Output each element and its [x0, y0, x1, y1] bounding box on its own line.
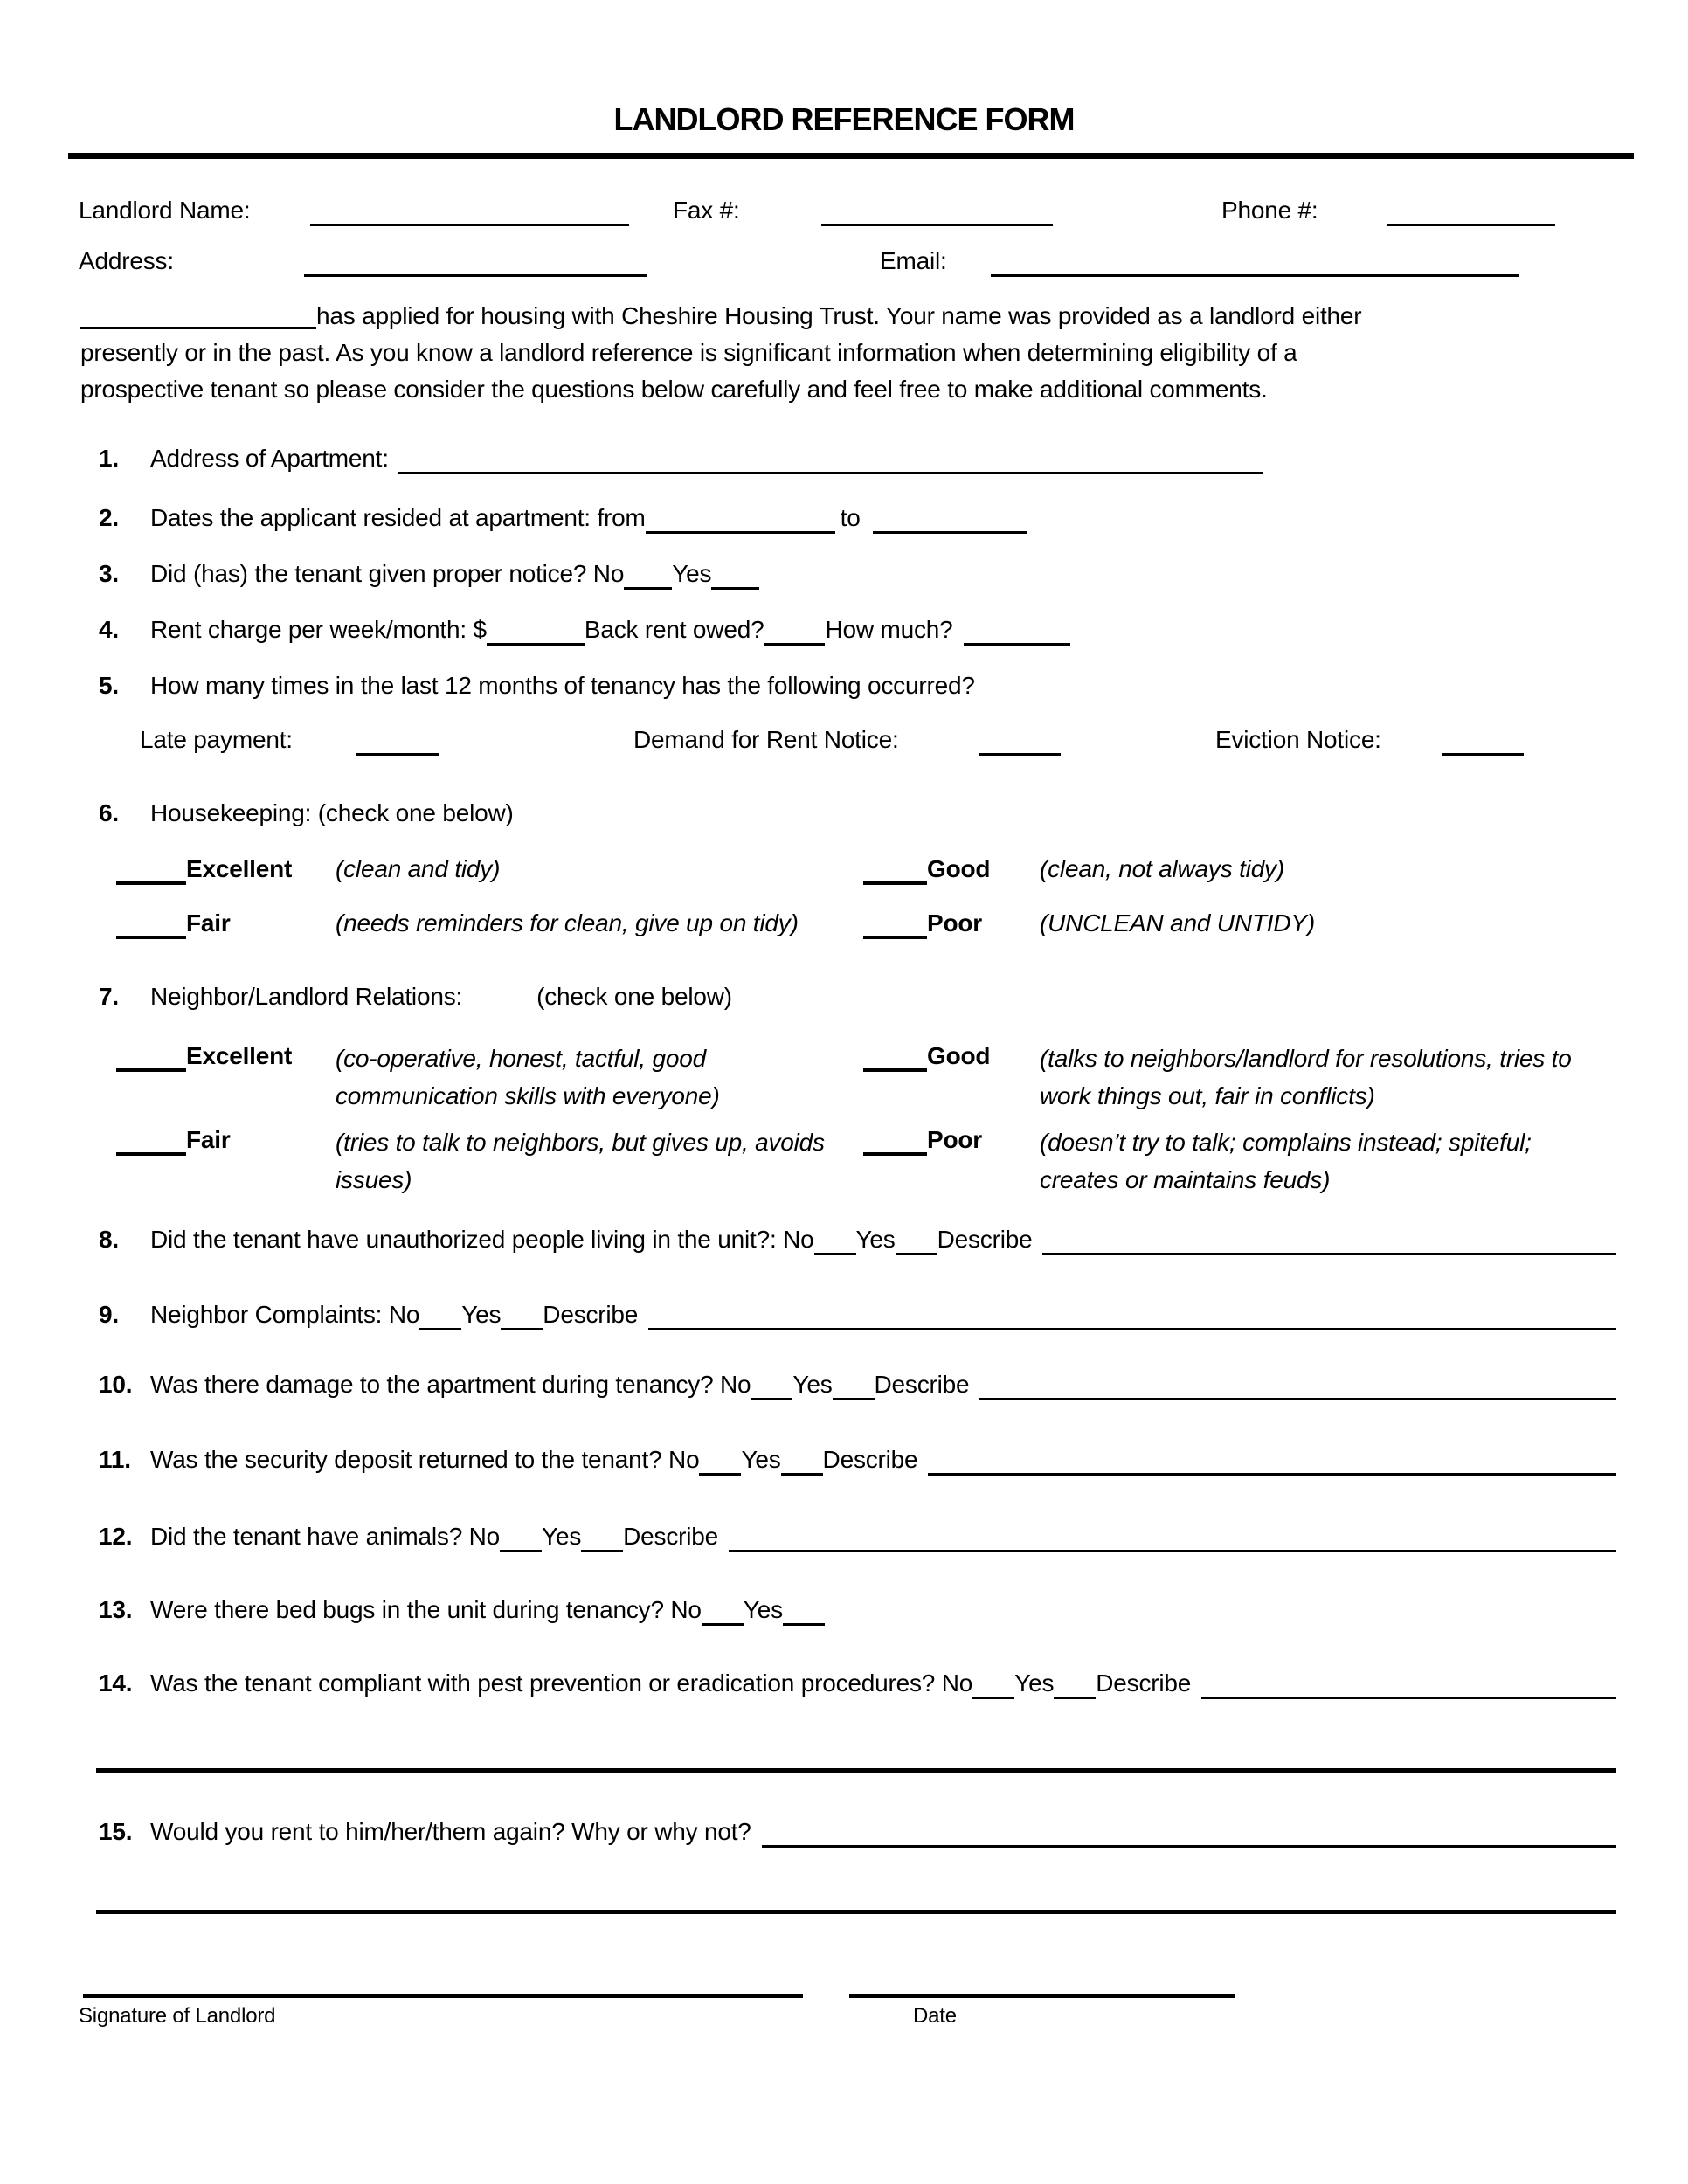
question-7-check-note: (check one below)	[536, 983, 732, 1010]
q9-yes-field[interactable]	[501, 1328, 543, 1330]
q3-no-field[interactable]	[624, 587, 672, 590]
question-3	[99, 557, 759, 592]
q7-fair-checkbox-field[interactable]	[116, 1123, 186, 1156]
q8-yes-field[interactable]	[896, 1253, 937, 1255]
q7-poor-label: Poor	[927, 1126, 982, 1153]
q6-good-desc: (clean, not always tidy)	[1040, 855, 1284, 882]
demand-rent-notice-label: Demand for Rent Notice:	[633, 726, 899, 753]
question-10-number: 10.	[99, 1371, 133, 1398]
question-8	[99, 1223, 1616, 1258]
q6-excellent-label: Excellent	[186, 855, 293, 882]
q14-continuation-line-field[interactable]	[96, 1768, 1616, 1773]
q2-from-field[interactable]	[646, 531, 835, 534]
intro-line-3: prospective tenant so please consider the questions below carefully and feel free to make additional comments.	[80, 376, 1268, 403]
demand-rent-notice-field[interactable]	[979, 723, 1061, 756]
q7-poor-desc: (doesn’t try to talk; complains instead; spiteful; creates or maintains feuds)	[1040, 1129, 1532, 1193]
q6-good-label: Good	[927, 855, 991, 882]
q6-excellent-checkbox-field[interactable]	[116, 853, 186, 885]
question-9	[99, 1298, 1616, 1333]
question-9-number: 9.	[99, 1301, 119, 1328]
date-field[interactable]	[849, 1994, 1235, 1998]
q6-fair-checkbox-field[interactable]	[116, 907, 186, 939]
question-1-text: Address of Apartment:	[150, 445, 389, 472]
q7-good-label: Good	[927, 1042, 991, 1069]
question-3-number: 3.	[99, 560, 119, 587]
eviction-notice-label: Eviction Notice:	[1215, 726, 1381, 753]
question-9-yes: Yes	[461, 1301, 502, 1328]
q10-no-field[interactable]	[751, 1398, 792, 1400]
question-4	[99, 613, 1070, 648]
question-14-text: Was the tenant compliant with pest prevention or eradication procedures? No	[150, 1669, 973, 1697]
q6-poor-checkbox-field[interactable]	[863, 907, 927, 939]
question-8-yes: Yes	[855, 1226, 896, 1253]
landlord-name-label: Landlord Name:	[79, 197, 251, 224]
question-9-describe: Describe	[543, 1301, 639, 1328]
phone-field[interactable]	[1387, 194, 1555, 226]
question-12-text: Did the tenant have animals? No	[150, 1523, 501, 1550]
q1-answer-field[interactable]	[398, 472, 1263, 474]
question-4-much: How much?	[825, 616, 953, 643]
q12-yes-field[interactable]	[581, 1550, 623, 1552]
q7-good-desc: (talks to neighbors/landlord for resolutions, tries to work things out, fair in conflicts)	[1040, 1045, 1572, 1109]
q4-rent-field[interactable]	[487, 643, 585, 646]
q13-no-field[interactable]	[702, 1623, 744, 1626]
question-11-number: 11.	[99, 1446, 131, 1473]
question-11-yes: Yes	[741, 1446, 781, 1473]
question-9-text: Neighbor Complaints: No	[150, 1301, 420, 1328]
q11-describe-field[interactable]	[928, 1473, 1616, 1476]
question-2-to: to	[840, 504, 861, 531]
email-label: Email:	[880, 247, 947, 274]
question-6-text: Housekeeping: (check one below)	[150, 799, 514, 826]
q6-good-checkbox-field[interactable]	[863, 853, 927, 885]
question-13-number: 13.	[99, 1596, 133, 1623]
question-8-text: Did the tenant have unauthorized people living in the unit?: No	[150, 1226, 814, 1253]
q8-no-field[interactable]	[814, 1253, 856, 1255]
question-7-text: Neighbor/Landlord Relations:	[150, 983, 463, 1010]
date-label: Date	[913, 2004, 957, 2028]
question-14-number: 14.	[99, 1669, 133, 1697]
late-payment-label: Late payment:	[140, 726, 293, 753]
question-12-describe: Describe	[623, 1523, 719, 1550]
question-4-owed: Back rent owed?	[584, 616, 764, 643]
question-10-text: Was there damage to the apartment during tenancy? No	[150, 1371, 751, 1398]
question-2-text: Dates the applicant resided at apartment: from	[150, 504, 646, 531]
q6-poor-desc: (UNCLEAN and UNTIDY)	[1040, 909, 1315, 936]
question-14	[99, 1667, 1616, 1702]
q12-no-field[interactable]	[500, 1550, 542, 1552]
question-13-yes: Yes	[743, 1596, 783, 1623]
question-13-text: Were there bed bugs in the unit during tenancy? No	[150, 1596, 702, 1623]
address-field[interactable]	[304, 245, 647, 277]
question-4-text: Rent charge per week/month: $	[150, 616, 487, 643]
q9-describe-field[interactable]	[648, 1328, 1616, 1330]
q7-excellent-desc: (co-operative, honest, tactful, good communication skills with everyone)	[336, 1045, 720, 1109]
q11-yes-field[interactable]	[781, 1473, 823, 1476]
q11-no-field[interactable]	[699, 1473, 741, 1476]
question-6-number: 6.	[99, 799, 119, 826]
question-12	[99, 1520, 1616, 1555]
email-field[interactable]	[991, 245, 1519, 277]
question-1-number: 1.	[99, 445, 119, 472]
q7-fair-label: Fair	[186, 1126, 231, 1153]
eviction-notice-field[interactable]	[1442, 723, 1524, 756]
intro-text-1: has applied for housing with Cheshire Housing Trust. Your name was provided as a landlord either	[316, 302, 1362, 329]
question-6	[99, 797, 514, 832]
q10-yes-field[interactable]	[833, 1398, 875, 1400]
q6-excellent-desc: (clean and tidy)	[336, 855, 501, 882]
question-10	[99, 1368, 1616, 1403]
q7-excellent-checkbox-field[interactable]	[116, 1040, 186, 1072]
q10-describe-field[interactable]	[979, 1398, 1616, 1400]
phone-label: Phone #:	[1221, 197, 1318, 224]
question-2	[99, 501, 1027, 536]
fax-label: Fax #:	[673, 197, 740, 224]
intro-line-2: presently or in the past. As you know a landlord reference is significant information when determining eligibility of a	[80, 339, 1297, 366]
question-15-number: 15.	[99, 1818, 133, 1845]
question-11	[99, 1443, 1616, 1478]
question-5-text: How many times in the last 12 months of tenancy has the following occurred?	[150, 672, 975, 699]
q6-poor-label: Poor	[927, 909, 982, 936]
q7-fair-desc: (tries to talk to neighbors, but gives up, avoids issues)	[336, 1129, 825, 1193]
question-1	[99, 442, 1263, 477]
question-12-number: 12.	[99, 1523, 133, 1550]
q8-describe-field[interactable]	[1042, 1253, 1616, 1255]
question-15-text: Would you rent to him/her/them again? Why or why not?	[150, 1818, 751, 1845]
question-14-describe: Describe	[1096, 1669, 1192, 1697]
question-11-describe: Describe	[822, 1446, 918, 1473]
q7-good-checkbox-field[interactable]	[863, 1040, 927, 1072]
question-8-number: 8.	[99, 1226, 119, 1253]
q13-yes-field[interactable]	[783, 1623, 825, 1626]
question-10-yes: Yes	[792, 1371, 833, 1398]
question-14-yes: Yes	[1014, 1669, 1055, 1697]
address-label: Address:	[79, 247, 174, 274]
applicant-name-field[interactable]	[80, 297, 316, 329]
landlord-name-field[interactable]	[310, 194, 629, 226]
question-5	[99, 669, 975, 704]
intro-paragraph	[80, 297, 1361, 408]
q3-yes-field[interactable]	[711, 587, 759, 590]
q15-answer-field[interactable]	[762, 1845, 1616, 1848]
question-2-number: 2.	[99, 504, 119, 531]
q6-fair-label: Fair	[186, 909, 231, 936]
fax-field[interactable]	[821, 194, 1053, 226]
q15-continuation-line-field[interactable]	[96, 1910, 1616, 1914]
signature-field[interactable]	[83, 1994, 803, 1998]
question-3-yes: Yes	[672, 560, 712, 587]
late-payment-field[interactable]	[356, 723, 439, 756]
q14-yes-field[interactable]	[1054, 1697, 1096, 1699]
question-3-text: Did (has) the tenant given proper notice? No	[150, 560, 625, 587]
question-4-number: 4.	[99, 616, 119, 643]
question-13	[99, 1593, 825, 1628]
signature-label: Signature of Landlord	[79, 2004, 276, 2028]
question-7-number: 7.	[99, 983, 119, 1010]
q4-how-much-field[interactable]	[964, 643, 1070, 646]
form-title: LANDLORD REFERENCE FORM	[613, 101, 1075, 137]
q4-owed-field[interactable]	[764, 643, 825, 646]
q7-poor-checkbox-field[interactable]	[863, 1123, 927, 1156]
question-5-number: 5.	[99, 672, 119, 699]
question-12-yes: Yes	[542, 1523, 582, 1550]
title-rule	[68, 153, 1634, 159]
intro-line-1	[80, 297, 1361, 335]
q7-excellent-label: Excellent	[186, 1042, 293, 1069]
q2-to-field[interactable]	[873, 531, 1027, 534]
question-11-text: Was the security deposit returned to the tenant? No	[150, 1446, 700, 1473]
q12-describe-field[interactable]	[729, 1550, 1616, 1552]
q14-no-field[interactable]	[972, 1697, 1014, 1699]
question-8-describe: Describe	[937, 1226, 1033, 1253]
q9-no-field[interactable]	[419, 1328, 461, 1330]
question-15	[99, 1815, 1616, 1850]
question-7	[99, 980, 732, 1015]
question-10-describe: Describe	[874, 1371, 970, 1398]
q14-describe-field[interactable]	[1201, 1697, 1616, 1699]
q6-fair-desc: (needs reminders for clean, give up on tidy)	[336, 909, 799, 936]
